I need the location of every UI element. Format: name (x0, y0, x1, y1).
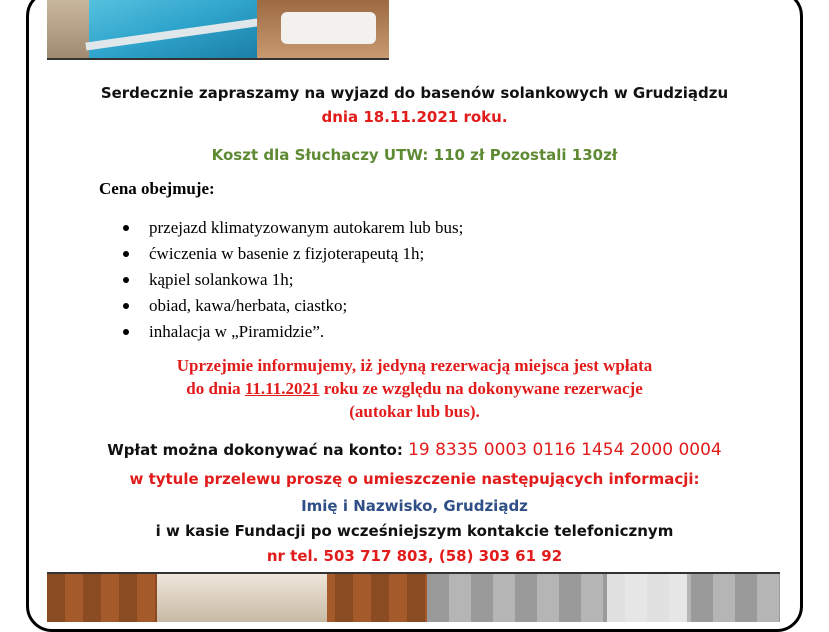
sauna-window (157, 574, 327, 622)
spa-photo-strip (47, 572, 780, 622)
steam-room-light (607, 574, 687, 622)
list-item: kąpiel solankowa 1h; (123, 267, 463, 293)
list-item: inhalacja w „Piramidzie”. (123, 319, 463, 345)
payment-line (0, 440, 829, 460)
bullet-icon (123, 225, 129, 231)
list-item: przejazd klimatyzowanym autokarem lub bus; (123, 215, 463, 241)
includes-heading: Cena obejmuje: (99, 179, 215, 198)
deadline-date: 11.11.2021 (244, 379, 320, 398)
transfer-title-fields: Imię i Nazwisko, Grudziądz (301, 497, 528, 515)
includes-list (123, 215, 463, 345)
bathtub (281, 12, 376, 44)
bullet-icon (123, 329, 129, 335)
pool-deck (47, 0, 89, 58)
notice-line-2: do dnia 11.11.2021 roku ze względu na dokonywane rezerwacje (186, 379, 643, 398)
phone-numbers: nr tel. 503 717 803, (58) 303 61 92 (266, 547, 563, 565)
bullet-icon (123, 277, 129, 283)
list-item: ćwiczenia w basenie z fizjoterapeutą 1h; (123, 241, 463, 267)
bullet-icon (123, 251, 129, 257)
pool-photo (47, 0, 389, 60)
account-number: 19 8335 0003 0116 1454 2000 0004 (408, 440, 722, 460)
payment-label: Wpłat można dokonywać na konto: (107, 441, 409, 459)
notice-line-3: (autokar lub bus). (349, 402, 480, 421)
notice-line-1: Uprzejmie informujemy, iż jedyną rezerwacją miejsca jest wpłata (176, 356, 653, 375)
transfer-info: w tytule przelewu proszę o umieszczenie następujących informacji: (129, 470, 700, 488)
invitation-date: dnia 18.11.2021 roku. (321, 108, 508, 126)
cost-line: Koszt dla Słuchaczy UTW: 110 zł Pozostali 130zł (211, 146, 618, 164)
steam-room-photo (427, 574, 780, 622)
list-item: obiad, kawa/herbata, ciastko; (123, 293, 463, 319)
invitation-line-1: Serdecznie zapraszamy na wyjazd do basenów solankowych w Grudziądzu (100, 84, 729, 102)
bullet-icon (123, 303, 129, 309)
cashier-info: i w kasie Fundacji po wcześniejszym kontakcie telefonicznym (155, 522, 674, 540)
